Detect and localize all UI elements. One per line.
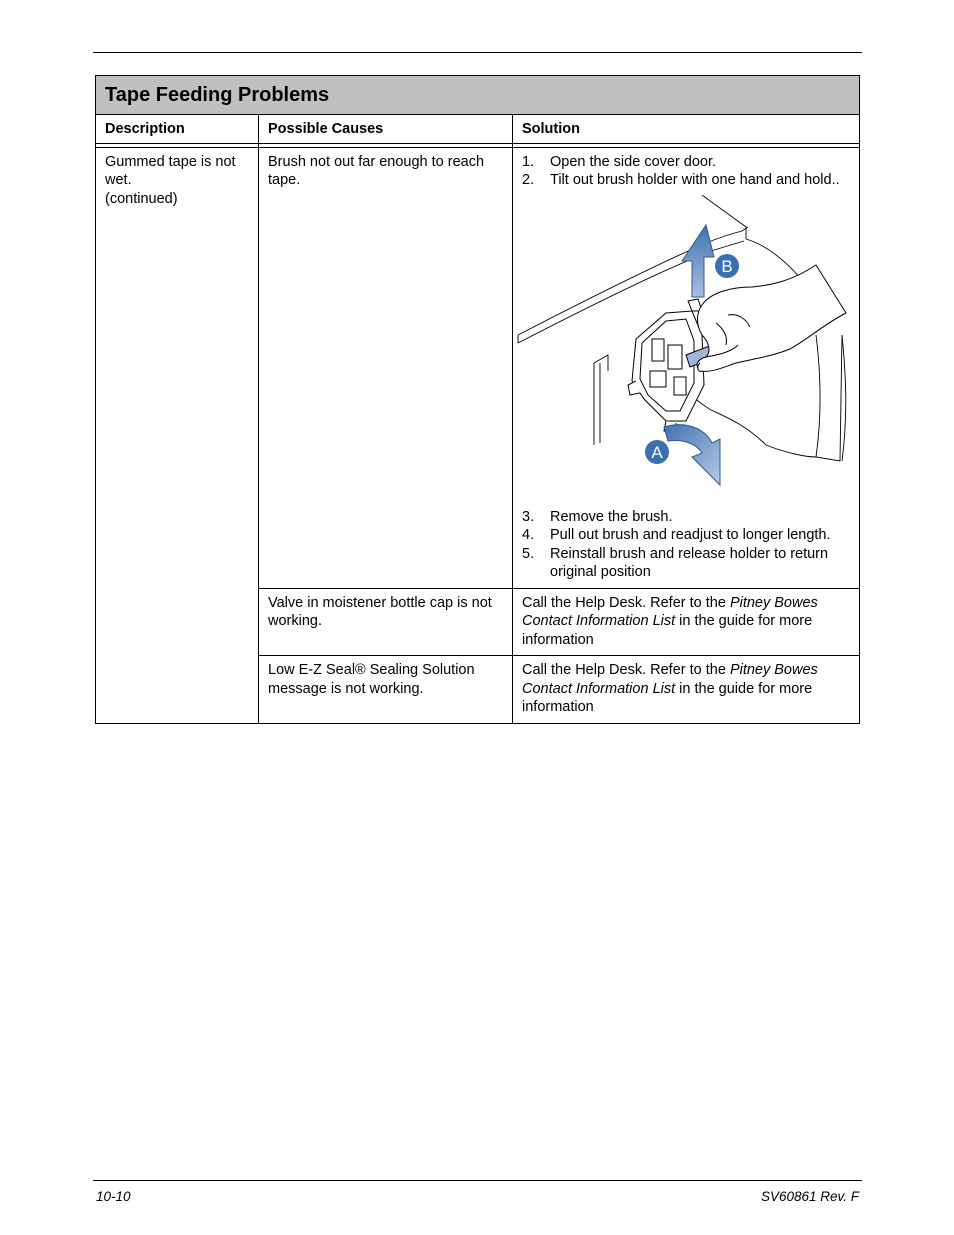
column-header-solution: Solution — [513, 115, 860, 144]
step-item: 2. Tilt out brush holder with one hand and hold.. — [522, 172, 840, 188]
cause-text: Low E-Z Seal® Sealing Solution message is not working. — [268, 662, 475, 697]
label-a-badge — [645, 440, 669, 464]
solution-text: in the guide for more information — [522, 613, 813, 648]
label-b: B — [721, 256, 733, 276]
solution-cell — [513, 656, 860, 724]
document-id: SV60861 Rev. F — [760, 1189, 859, 1204]
description-text: Gummed tape is not wet. — [105, 153, 236, 188]
description-note: (continued) — [105, 190, 178, 207]
label-a: A — [651, 442, 663, 462]
step-item: 4. Pull out brush and readjust to longer length. — [522, 527, 831, 543]
table-title-cell — [96, 76, 860, 115]
table-row — [96, 147, 860, 588]
step-item: 5. Reinstall brush and release holder to return original position — [522, 545, 829, 580]
steps-list-after — [522, 508, 850, 582]
footer-rule — [93, 1180, 862, 1181]
solution-text: Call the Help Desk. Refer to the — [522, 594, 730, 611]
solution-reference: Pitney Bowes Contact Information List — [522, 594, 818, 629]
arrow-a-icon — [664, 424, 720, 484]
column-header-description: Description — [96, 115, 259, 144]
solution-cell — [513, 147, 860, 588]
table-title: Tape Feeding Problems — [105, 83, 330, 106]
solution-cell — [513, 588, 860, 656]
brush-holder-illustration — [516, 195, 850, 487]
cause-cell — [259, 588, 513, 656]
step-item: 3. Remove the brush. — [522, 508, 673, 525]
steps-list-before — [522, 153, 850, 190]
cause-text: Valve in moistener bottle cap is not working. — [268, 594, 492, 629]
cause-cell — [259, 147, 513, 588]
header-rule — [93, 52, 862, 53]
cause-text: Brush not out far enough to reach tape. — [268, 153, 485, 188]
cause-cell — [259, 656, 513, 724]
label-b-badge — [715, 254, 739, 278]
description-cell — [96, 147, 259, 723]
column-header-causes: Possible Causes — [259, 115, 513, 144]
solution-reference: Pitney Bowes Contact Information List — [522, 662, 818, 697]
arrow-b-icon — [682, 225, 714, 297]
page-number: 10-10 — [96, 1189, 131, 1204]
tape-feeding-table — [95, 75, 860, 724]
step-item: 1. Open the side cover door. — [522, 153, 717, 170]
solution-text: Call the Help Desk. Refer to the — [522, 662, 730, 678]
hand — [697, 265, 846, 371]
solution-text: in the guide for more information — [522, 680, 813, 715]
